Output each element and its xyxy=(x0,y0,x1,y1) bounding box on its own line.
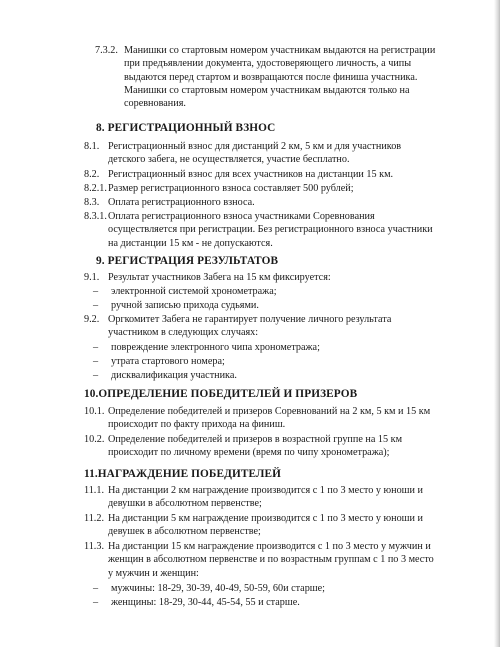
bullet-text: женщины: 18-29, 30-44, 45-54, 55 и старше. xyxy=(111,597,300,608)
text-line: детского забега, не осуществляется, участие бесплатно. xyxy=(108,154,350,166)
text-line: На дистанции 15 км награждение производится с 1 по 3 место у мужчин и xyxy=(108,541,431,552)
bullet-text: мужчины: 18-29, 30-39, 40-49, 50-59, 60и старше; xyxy=(111,583,325,594)
section-9-heading: 9. РЕГИСТРАЦИЯ РЕЗУЛЬТАТОВ xyxy=(96,255,279,267)
text-line: Манишки со стартовым номером участникам выдаются только на xyxy=(124,84,410,96)
clause-number: 9.2. xyxy=(84,314,100,325)
clause-text xyxy=(108,196,255,209)
text-line: происходит по личному времени (время по чипу хронометража); xyxy=(108,447,390,459)
dash-marker: – xyxy=(93,342,99,353)
clause-number: 9.1. xyxy=(84,272,100,283)
clause-text xyxy=(108,484,423,511)
text-line: Размер регистрационного взноса составляет 500 рублей; xyxy=(108,183,354,194)
bullet-text: электронной системой хронометража; xyxy=(111,286,277,297)
text-line: На дистанции 5 км награждение производится с 1 по 3 место у юноши и xyxy=(108,513,423,524)
text-line: происходит по факту прихода на финиш. xyxy=(108,419,286,431)
clause-number: 10.1. xyxy=(84,406,105,417)
clause-text xyxy=(108,140,401,167)
clause-number: 10.2. xyxy=(84,434,105,445)
clause-number: 11.3. xyxy=(84,541,104,552)
text-line: женщин в абсолютном первенстве и по возрастным группам с 1 по 3 место xyxy=(108,554,434,566)
text-line: девушки в абсолютном первенстве; xyxy=(108,498,262,510)
section-8-heading: 8. РЕГИСТРАЦИОННЫЙ ВЗНОС xyxy=(96,122,276,134)
clause-number: 8.2. xyxy=(84,169,100,180)
clause-text xyxy=(124,44,435,110)
text-line: на дистанции 15 км - не допускаются. xyxy=(108,237,273,249)
scan-edge-shadow xyxy=(494,0,500,647)
text-line: выдаются перед стартом и возвращаются после финиша участника. xyxy=(124,71,418,83)
dash-marker: – xyxy=(93,356,99,367)
clause-number: 8.3.1. xyxy=(84,211,107,222)
bullet-text: ручной записью прихода судьями. xyxy=(111,300,259,311)
clause-number: 8.1. xyxy=(84,141,100,152)
text-line: Оргкомитет Забега не гарантирует получение личного результата xyxy=(108,314,392,325)
text-line: у мужчин и женщин: xyxy=(108,567,199,579)
text-line: Оплата регистрационного взноса участниками Соревнования xyxy=(108,211,375,222)
clause-text xyxy=(108,512,423,539)
bullet-text: дисквалификация участника. xyxy=(111,370,237,381)
text-line: Манишки со стартовым номером участникам выдаются на регистрации xyxy=(124,45,436,56)
text-line: при предъявлении документа, удостоверяющего личность, а чипы xyxy=(124,58,412,70)
dash-marker: – xyxy=(93,370,99,381)
text-line: участником в следующих случаях: xyxy=(108,327,259,339)
clause-number: 11.2. xyxy=(84,513,104,524)
clause-text xyxy=(108,210,433,250)
dash-marker: – xyxy=(93,286,99,297)
dash-marker: – xyxy=(93,583,99,594)
bullet-text: повреждение электронного чипа хронометража; xyxy=(111,342,320,353)
clause-number: 8.2.1. xyxy=(84,183,107,194)
text-line: Оплата регистрационного взноса. xyxy=(108,197,255,208)
text-line: соревнования. xyxy=(124,98,186,110)
text-line: Результат участников Забега на 15 км фиксируется: xyxy=(108,272,331,283)
text-line: На дистанции 2 км награждение производится с 1 по 3 место у юноши и xyxy=(108,485,423,496)
clause-number: 11.1. xyxy=(84,485,104,496)
text-line: Регистрационный взнос для дистанций 2 км, 5 км и для участников xyxy=(108,141,402,152)
text-line: Определение победителей и призеров Соревнований на 2 км, 5 км и 15 км xyxy=(108,406,431,417)
dash-marker: – xyxy=(93,300,99,311)
bullet-text: утрата стартового номера; xyxy=(111,356,225,367)
section-10-heading: 10.ОПРЕДЕЛЕНИЕ ПОБЕДИТЕЛЕЙ И ПРИЗЕРОВ xyxy=(84,388,358,400)
clause-number: 7.3.2. xyxy=(95,45,118,56)
clause-text xyxy=(108,405,430,432)
dash-marker: – xyxy=(93,597,99,608)
section-11-heading: 11.НАГРАЖДЕНИЕ ПОБЕДИТЕЛЕЙ xyxy=(84,468,282,480)
text-line: Регистрационный взнос для всех участников на дистанции 15 км. xyxy=(108,169,394,180)
clause-text xyxy=(108,271,331,284)
text-line: Определение победителей и призеров в возрастной группе на 15 км xyxy=(108,434,403,445)
clause-text xyxy=(108,313,391,340)
clause-text xyxy=(108,168,393,181)
text-line: осуществляется при регистрации. Без регистрационного взноса участники xyxy=(108,224,433,236)
clause-text xyxy=(108,540,434,580)
text-line: девушек в абсолютном первенстве; xyxy=(108,526,261,538)
clause-text xyxy=(108,182,354,195)
clause-text xyxy=(108,433,402,460)
clause-number: 8.3. xyxy=(84,197,100,208)
